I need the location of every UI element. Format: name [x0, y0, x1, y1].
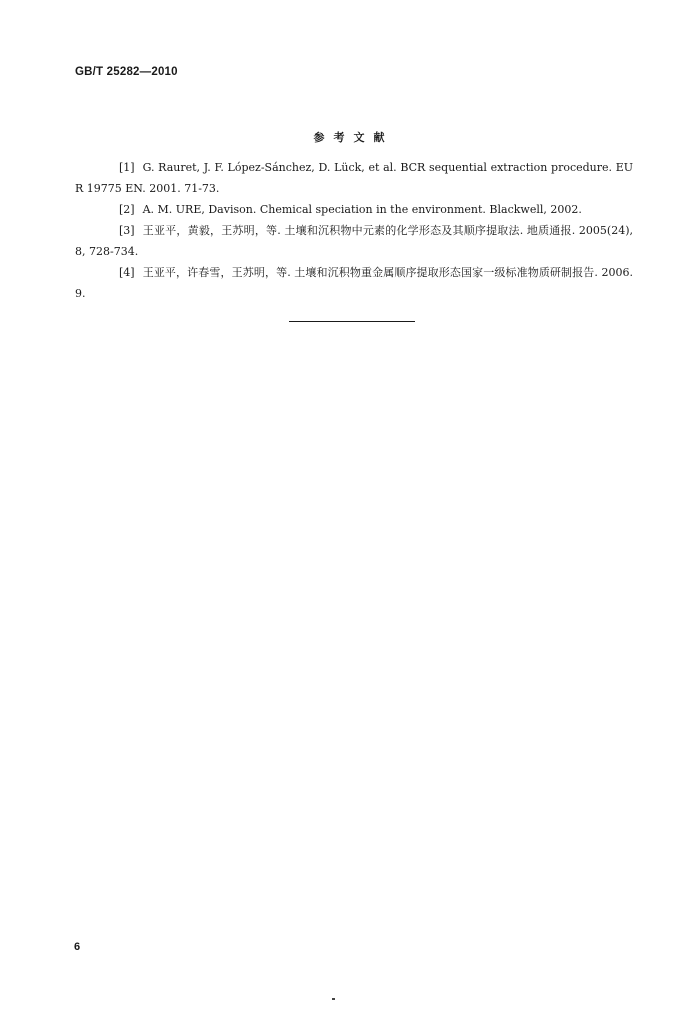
reference-text: G. Rauret, J. F. López-Sánchez, D. Lück, et al. BCR sequential extraction procedure. EUR 19775 EN. 2001. 71-73. [75, 161, 633, 195]
reference-item [75, 220, 633, 262]
reference-list [75, 157, 633, 304]
standard-code: GB/T 25282—2010 [75, 66, 178, 78]
reference-text: 王亚平，黄毅，王苏明，等. 土壤和沉积物中元素的化学形态及其顺序提取法. 地质通报. 2005(24), 8, 728-734. [75, 224, 633, 258]
reference-number: [1] [119, 161, 135, 174]
reference-item [75, 157, 633, 199]
reference-number: [4] [119, 266, 135, 279]
reference-item [75, 199, 633, 220]
reference-text: A. M. URE, Davison. Chemical speciation in the environment. Blackwell, 2002. [142, 203, 582, 216]
reference-number: [3] [119, 224, 135, 237]
reference-number: [2] [119, 203, 135, 216]
end-of-document-rule [289, 321, 415, 322]
reference-item [75, 262, 633, 304]
reference-text: 王亚平，许春雪，王苏明，等. 土壤和沉积物重金属顺序提取形态国家一级标准物质研制报告. 2006. 9. [75, 266, 633, 300]
scan-speck [332, 998, 335, 1000]
page-number: 6 [74, 941, 81, 953]
references-heading: 参考文献 [313, 131, 394, 144]
